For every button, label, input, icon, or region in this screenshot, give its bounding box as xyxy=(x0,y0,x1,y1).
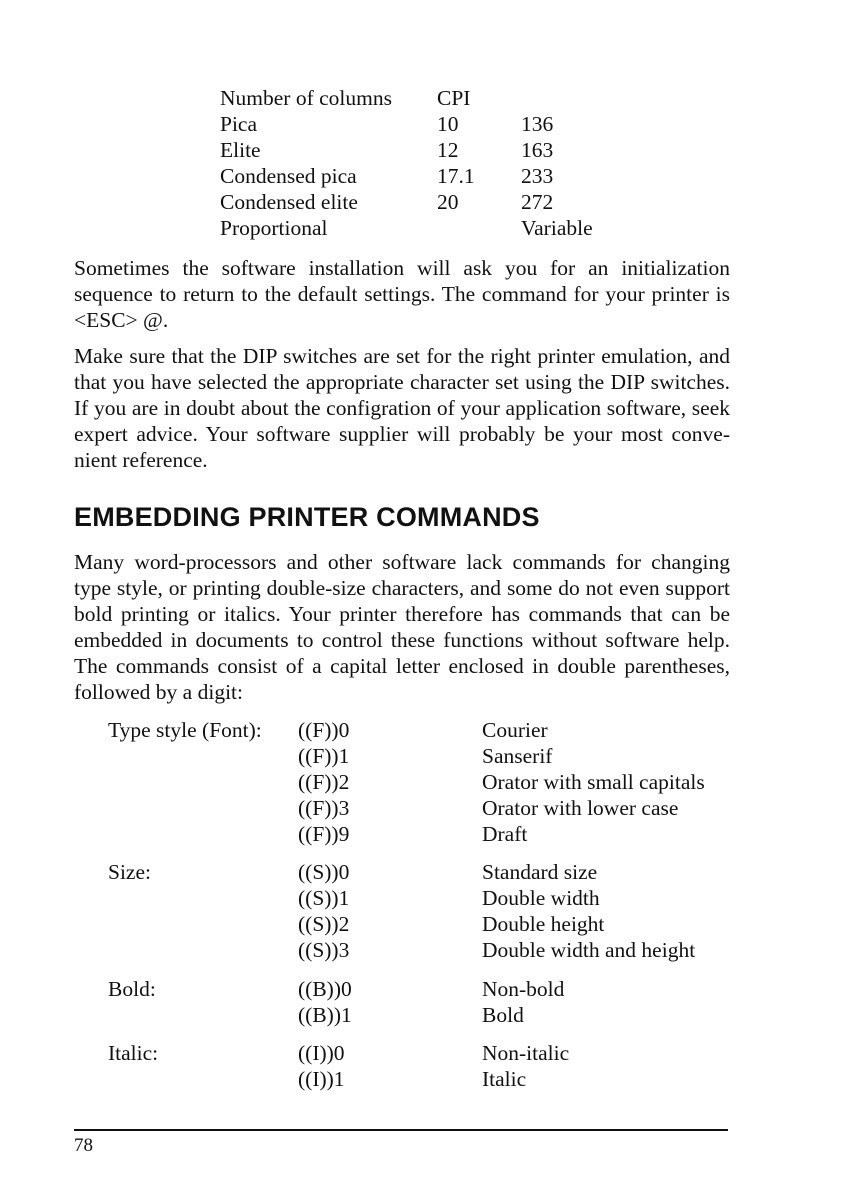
list-item xyxy=(0,885,848,911)
list-item xyxy=(0,976,848,1002)
command-code: ((I))0 xyxy=(298,1041,345,1065)
group-label: Type style (Font): xyxy=(108,718,262,742)
list-item xyxy=(0,821,848,847)
list-item xyxy=(0,795,848,821)
list-item xyxy=(0,717,848,743)
list-item xyxy=(0,743,848,769)
row-cpi: 20 xyxy=(437,190,459,214)
row-value: 136 xyxy=(521,112,554,136)
row-name: Proportional xyxy=(220,216,328,240)
command-code: ((S))1 xyxy=(298,886,350,910)
table-row xyxy=(0,137,848,163)
row-cpi: 17.1 xyxy=(437,164,475,188)
command-code: ((B))1 xyxy=(298,1003,352,1027)
table-row xyxy=(0,215,848,241)
paragraph-dip-switches: Make sure that the DIP switches are set for the right printer emulation, and that you have selected the appropriate character set using the DIP switches. If you are in doubt about the configration of your application software, seek expert advice. Your software supplier will probably be your most conve-nient reference. xyxy=(74,344,730,472)
command-code: ((S))2 xyxy=(298,912,350,936)
paragraph-initialization: Sometimes the software installation will ask you for an initialization sequence to return to the default settings. The command for your printer is <ESC> @. xyxy=(74,256,730,332)
table-row xyxy=(0,163,848,189)
columns-table-header xyxy=(0,85,848,111)
header-cpi: CPI xyxy=(437,86,471,110)
row-name: Condensed elite xyxy=(220,190,358,214)
group-label: Bold: xyxy=(108,977,156,1001)
group-label: Italic: xyxy=(108,1041,159,1065)
row-cpi: 12 xyxy=(437,138,459,162)
command-code: ((S))0 xyxy=(298,860,350,884)
list-item xyxy=(0,1066,848,1092)
list-item xyxy=(0,1040,848,1066)
list-item xyxy=(0,859,848,885)
command-description: Orator with small capitals xyxy=(482,770,705,794)
table-row xyxy=(0,189,848,215)
command-description: Courier xyxy=(482,718,548,742)
command-description: Non-italic xyxy=(482,1041,570,1065)
table-row xyxy=(0,111,848,137)
command-description: Sanserif xyxy=(482,744,553,768)
footer-rule xyxy=(74,1129,728,1131)
row-name: Elite xyxy=(220,138,261,162)
command-code: ((I))1 xyxy=(298,1067,345,1091)
command-description: Double height xyxy=(482,912,605,936)
command-code: ((B))0 xyxy=(298,977,352,1001)
row-value: 233 xyxy=(521,164,554,188)
command-code: ((S))3 xyxy=(298,938,350,962)
row-name: Pica xyxy=(220,112,258,136)
section-heading: EMBEDDING PRINTER COMMANDS xyxy=(74,502,540,532)
command-description: Non-bold xyxy=(482,977,565,1001)
command-code: ((F))9 xyxy=(298,822,350,846)
row-value: 163 xyxy=(521,138,554,162)
row-value: Variable xyxy=(521,216,593,240)
list-item xyxy=(0,1002,848,1028)
command-code: ((F))3 xyxy=(298,796,350,820)
command-description: Italic xyxy=(482,1067,527,1091)
header-name: Number of columns xyxy=(220,86,392,110)
list-item xyxy=(0,911,848,937)
command-description: Draft xyxy=(482,822,528,846)
page-number: 78 xyxy=(74,1135,93,1156)
command-code: ((F))2 xyxy=(298,770,350,794)
command-description: Orator with lower case xyxy=(482,796,679,820)
list-item xyxy=(0,769,848,795)
row-cpi: 10 xyxy=(437,112,459,136)
row-name: Condensed pica xyxy=(220,164,357,188)
row-value: 272 xyxy=(521,190,554,214)
list-item xyxy=(0,937,848,963)
group-label: Size: xyxy=(108,860,151,884)
command-description: Double width xyxy=(482,886,600,910)
command-code: ((F))1 xyxy=(298,744,350,768)
command-description: Double width and height xyxy=(482,938,696,962)
command-code: ((F))0 xyxy=(298,718,350,742)
command-description: Bold xyxy=(482,1003,524,1027)
paragraph-embedding: Many word-processors and other software lack commands for changing type style, or printing double-size characters, and some do not even support bold printing or italics. Your printer therefore has commands that can be embedded in documents to control these functions without software help. The commands consist of a capital letter enclosed in double parentheses, followed by a digit: xyxy=(74,550,730,704)
command-description: Standard size xyxy=(482,860,598,884)
